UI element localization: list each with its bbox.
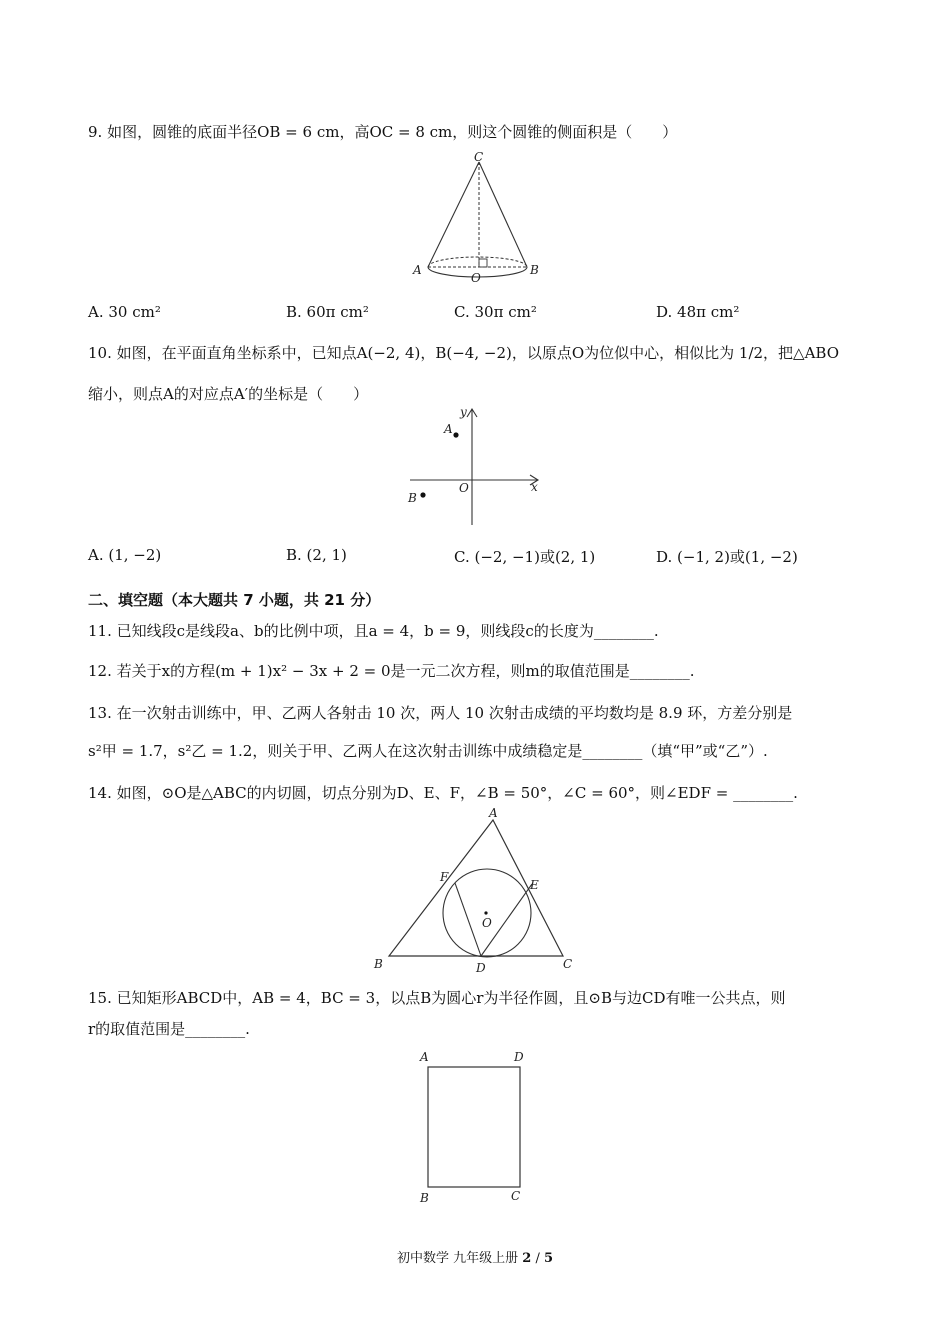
tri-label-c: C [563,957,573,971]
triangle-incircle-figure [370,808,590,978]
coord-label-x: x [531,480,538,494]
q10-stem-line1: 10. 如图，在平面直角坐标系中，已知点A(−2, 4)，B(−4, −2)，以原点O为位似中心，相似比为 1/2，把△ABO [88,344,840,362]
q9-option-c: C. 30π cm² [454,303,537,321]
q9-option-d: D. 48π cm² [656,303,740,321]
cone-label-o: O [471,271,481,285]
q9-options [88,303,868,325]
q10-option-d: D. (−1, 2)或(1, −2) [656,548,798,566]
footer-separator: / [535,1251,540,1266]
coord-label-y: y [460,405,467,419]
cone-label-b: B [530,263,539,277]
footer-total-pages: 5 [543,1251,554,1266]
tri-label-f: F [440,870,449,884]
cone-figure [405,150,550,285]
q15-line2: r的取值范围是________. [88,1020,250,1038]
coord-label-a: A [444,422,453,436]
cone-label-c: C [474,150,484,164]
q9-option-b: B. 60π cm² [286,303,369,321]
q9-stem: 9. 如图，圆锥的底面半径OB = 6 cm，高OC = 8 cm，则这个圆锥的侧面积是（ ） [88,123,678,141]
q10-option-a: A. (1, −2) [88,546,162,564]
cone-label-a: A [413,263,422,277]
page-footer [0,1247,950,1266]
tri-label-b: B [374,957,383,971]
footer-page-number: 2 [522,1251,532,1266]
tri-label-a: A [489,808,498,820]
q9-option-a: A. 30 cm² [88,303,161,321]
q10-option-c: C. (−2, −1)或(2, 1) [454,548,596,566]
coord-label-b: B [408,491,417,505]
tri-label-e: E [530,878,539,892]
q13-line2: s²甲 = 1.7，s²乙 = 1.2，则关于甲、乙两人在这次射击训练中成绩稳定是________（填“甲”或“乙”）. [88,742,768,760]
q10-options [88,546,868,568]
q15-line1: 15. 已知矩形ABCD中，AB = 4，BC = 3，以点B为圆心r为半径作圆，且⊙B与边CD有唯一公共点，则 [88,989,786,1007]
coordinate-figure [400,403,550,531]
tri-label-o: O [482,916,492,930]
q12-stem: 12. 若关于x的方程(m + 1)x² − 3x + 2 = 0是一元二次方程，则m的取值范围是________. [88,662,695,680]
coord-label-o: O [459,481,469,495]
q10-option-b: B. (2, 1) [286,546,347,564]
rect-label-b: B [420,1191,429,1205]
q14-stem: 14. 如图，⊙O是△ABC的内切圆，切点分别为D、E、F，∠B = 50°，∠C = 60°，则∠EDF = ________. [88,784,798,802]
tri-label-d: D [476,961,486,975]
section-heading: 二、填空题（本大题共 7 小题，共 21 分） [88,591,381,609]
rectangle-figure [410,1045,540,1210]
q13-line1: 13. 在一次射击训练中，甲、乙两人各射击 10 次，两人 10 次射击成绩的平均数均是 8.9 环，方差分别是 [88,704,793,722]
rect-label-c: C [511,1189,521,1203]
rect-label-d: D [514,1050,524,1064]
footer-subject: 初中数学 九年级上册 [396,1251,519,1266]
q11-stem: 11. 已知线段c是线段a、b的比例中项，且a = 4，b = 9，则线段c的长度为________. [88,622,659,640]
q10-stem-line2: 缩小，则点A的对应点A′的坐标是（ ） [88,385,369,403]
rect-label-a: A [420,1050,429,1064]
